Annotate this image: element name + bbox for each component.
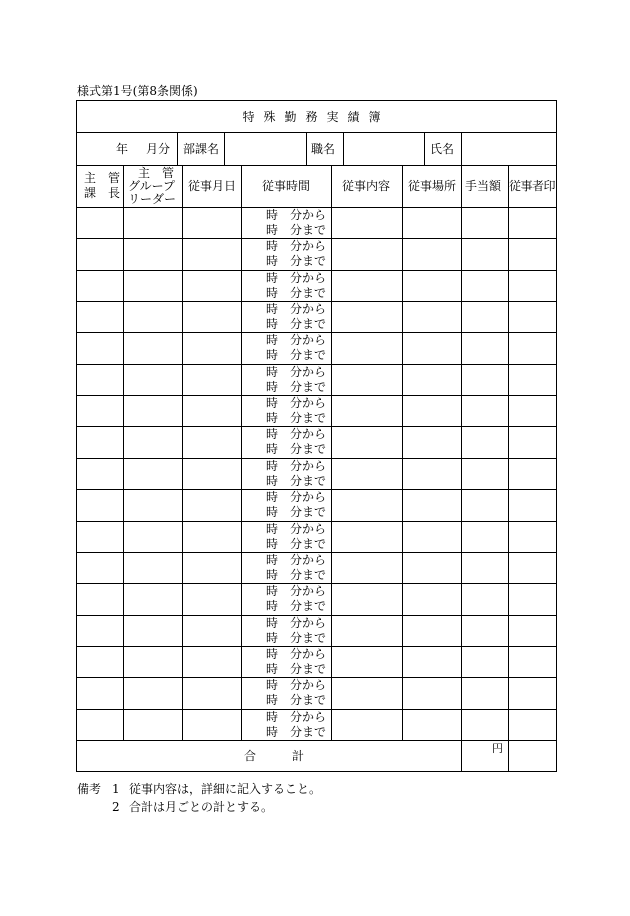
time-from-label: 時 分から <box>266 647 327 661</box>
time-from-label: 時 分から <box>266 302 327 316</box>
header-leader-line1: 主 管 <box>138 166 175 180</box>
department-label: 部課名 <box>183 142 220 156</box>
month-label: 月分 <box>146 142 171 156</box>
notes-label: 備考 <box>77 782 102 796</box>
time-to-label: 時 分まで <box>266 380 327 394</box>
yen-unit: 円 <box>492 742 503 755</box>
time-to-label: 時 分まで <box>266 442 327 456</box>
header-worker-seal: 従事者印 <box>509 179 556 193</box>
header-work-content: 従事内容 <box>342 179 391 193</box>
note-1-text: 従事内容は，詳細に記入すること。 <box>129 782 322 796</box>
note-2-number: 2 <box>112 800 120 814</box>
time-to-label: 時 分まで <box>266 348 327 362</box>
time-to-label: 時 分まで <box>266 662 327 676</box>
time-from-label: 時 分から <box>266 333 327 347</box>
time-from-label: 時 分から <box>266 459 327 473</box>
header-leader-line3: リーダー <box>128 192 177 206</box>
time-from-label: 時 分から <box>266 396 327 410</box>
time-from-label: 時 分から <box>266 522 327 536</box>
time-to-label: 時 分まで <box>266 537 327 551</box>
time-from-label: 時 分から <box>266 710 327 724</box>
time-from-label: 時 分から <box>266 271 327 285</box>
form-number: 様式第1号(第8条関係) <box>77 84 198 98</box>
note-2-text: 合計は月ごとの計とする。 <box>129 800 274 814</box>
job-title-label: 職名 <box>311 142 336 156</box>
time-to-label: 時 分まで <box>266 599 327 613</box>
header-allowance: 手当額 <box>465 179 502 193</box>
name-label: 氏名 <box>430 142 455 156</box>
time-from-label: 時 分から <box>266 678 327 692</box>
time-from-label: 時 分から <box>266 584 327 598</box>
time-to-label: 時 分まで <box>266 725 327 739</box>
total-label: 合 計 <box>244 749 309 763</box>
time-to-label: 時 分まで <box>266 474 327 488</box>
header-chief-line1: 主 管 <box>84 171 121 185</box>
header-leader-line2: グループ <box>128 179 176 193</box>
time-to-label: 時 分まで <box>266 223 327 237</box>
time-to-label: 時 分まで <box>266 568 327 582</box>
time-from-label: 時 分から <box>266 553 327 567</box>
time-to-label: 時 分まで <box>266 254 327 268</box>
time-from-label: 時 分から <box>266 239 327 253</box>
time-from-label: 時 分から <box>266 208 327 222</box>
time-to-label: 時 分まで <box>266 631 327 645</box>
time-to-label: 時 分まで <box>266 693 327 707</box>
note-1-number: 1 <box>112 782 120 796</box>
header-work-place: 従事場所 <box>408 179 457 193</box>
time-to-label: 時 分まで <box>266 286 327 300</box>
header-chief-line2: 課 長 <box>84 186 121 200</box>
year-label: 年 <box>116 142 129 156</box>
time-to-label: 時 分まで <box>266 411 327 425</box>
document-title: 特殊勤務実績簿 <box>242 110 390 124</box>
time-to-label: 時 分まで <box>266 505 327 519</box>
time-from-label: 時 分から <box>266 427 327 441</box>
time-from-label: 時 分から <box>266 616 327 630</box>
header-work-time: 従事時間 <box>262 179 311 193</box>
time-to-label: 時 分まで <box>266 317 327 331</box>
header-work-date: 従事月日 <box>188 179 237 193</box>
time-from-label: 時 分から <box>266 490 327 504</box>
time-from-label: 時 分から <box>266 365 327 379</box>
